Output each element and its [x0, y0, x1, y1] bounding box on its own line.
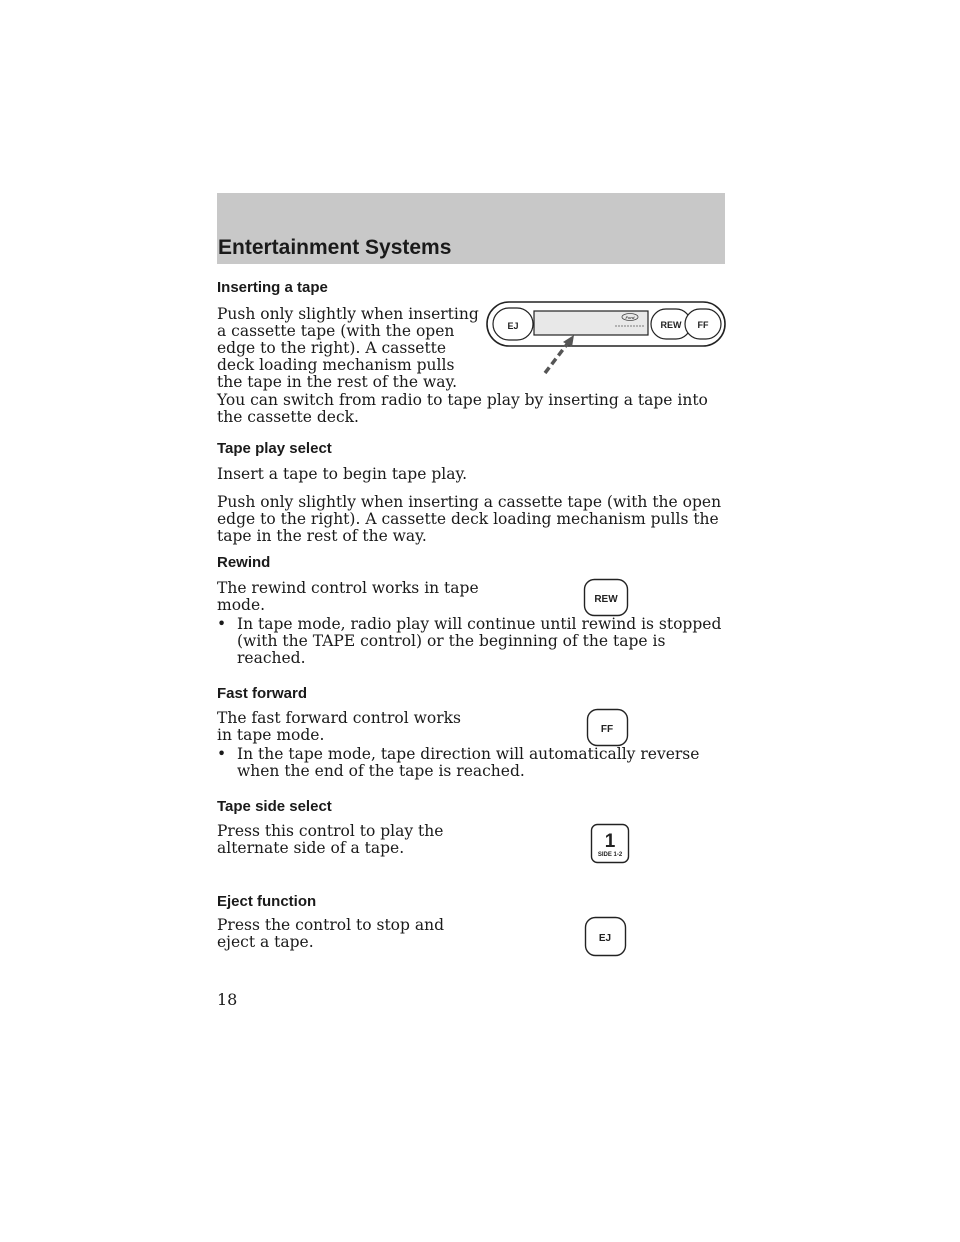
heading-rewind: Rewind — [217, 554, 271, 571]
inserting-paragraph-2: You can switch from radio to tape play by inserting a tape into the cassette deck. — [217, 391, 708, 426]
tape-play-paragraph-2: Push only slightly when inserting a cassette tape (with the open edge to the right). A cassette deck loading mechanism pulls the tape in the rest of the way. — [217, 493, 722, 545]
side-select-paragraph: Press this control to play the alternate side of a tape. — [217, 822, 444, 857]
page-number: 18 — [217, 990, 238, 1009]
deck-ej-label: EJ — [507, 321, 519, 331]
heading-inserting-tape: Inserting a tape — [217, 279, 328, 296]
side-button-figure — [590, 823, 632, 865]
heading-tape-play-select: Tape play select — [217, 440, 332, 457]
deck-ff-label: FF — [697, 320, 709, 330]
heading-fast-forward: Fast forward — [217, 685, 308, 702]
ej-button-figure — [584, 916, 630, 958]
rewind-paragraph: The rewind control works in tape mode. — [217, 579, 479, 614]
bullet-icon: • — [217, 615, 227, 633]
fast-forward-bullet-text: In the tape mode, tape direction will automatically reverse when the end of the tape is reached. — [237, 745, 700, 780]
ford-logo-text: Ford — [625, 315, 635, 320]
side-button-number: 1 — [604, 831, 616, 852]
cassette-deck-figure — [485, 300, 730, 380]
ff-button-label: FF — [600, 724, 614, 735]
section-title: Entertainment Systems — [218, 236, 452, 259]
tape-play-paragraph-1: Insert a tape to begin tape play. — [217, 465, 468, 483]
fast-forward-paragraph: The fast forward control works in tape mode. — [217, 709, 461, 744]
side-button-label: SIDE 1-2 — [597, 852, 623, 858]
heading-eject-function: Eject function — [217, 893, 317, 910]
rewind-bullet-text: In tape mode, radio play will continue until rewind is stopped (with the TAPE control) or the beginning of the tape is reached. — [237, 615, 722, 667]
bullet-icon: • — [217, 745, 227, 763]
eject-paragraph: Press the control to stop and eject a tape. — [217, 916, 445, 951]
rew-button-figure — [583, 578, 631, 618]
inserting-paragraph-1: Push only slightly when inserting a cassette tape (with the open edge to the right). A cassette deck loading mechanism pulls the tape in the rest of the way. — [217, 305, 479, 391]
insert-arrow-line — [545, 343, 568, 373]
heading-tape-side-select: Tape side select — [217, 798, 332, 815]
deck-rew-label: REW — [660, 320, 682, 330]
rew-button-label: REW — [594, 594, 618, 605]
ej-button-label: EJ — [598, 933, 612, 944]
ff-button-figure — [586, 708, 634, 748]
